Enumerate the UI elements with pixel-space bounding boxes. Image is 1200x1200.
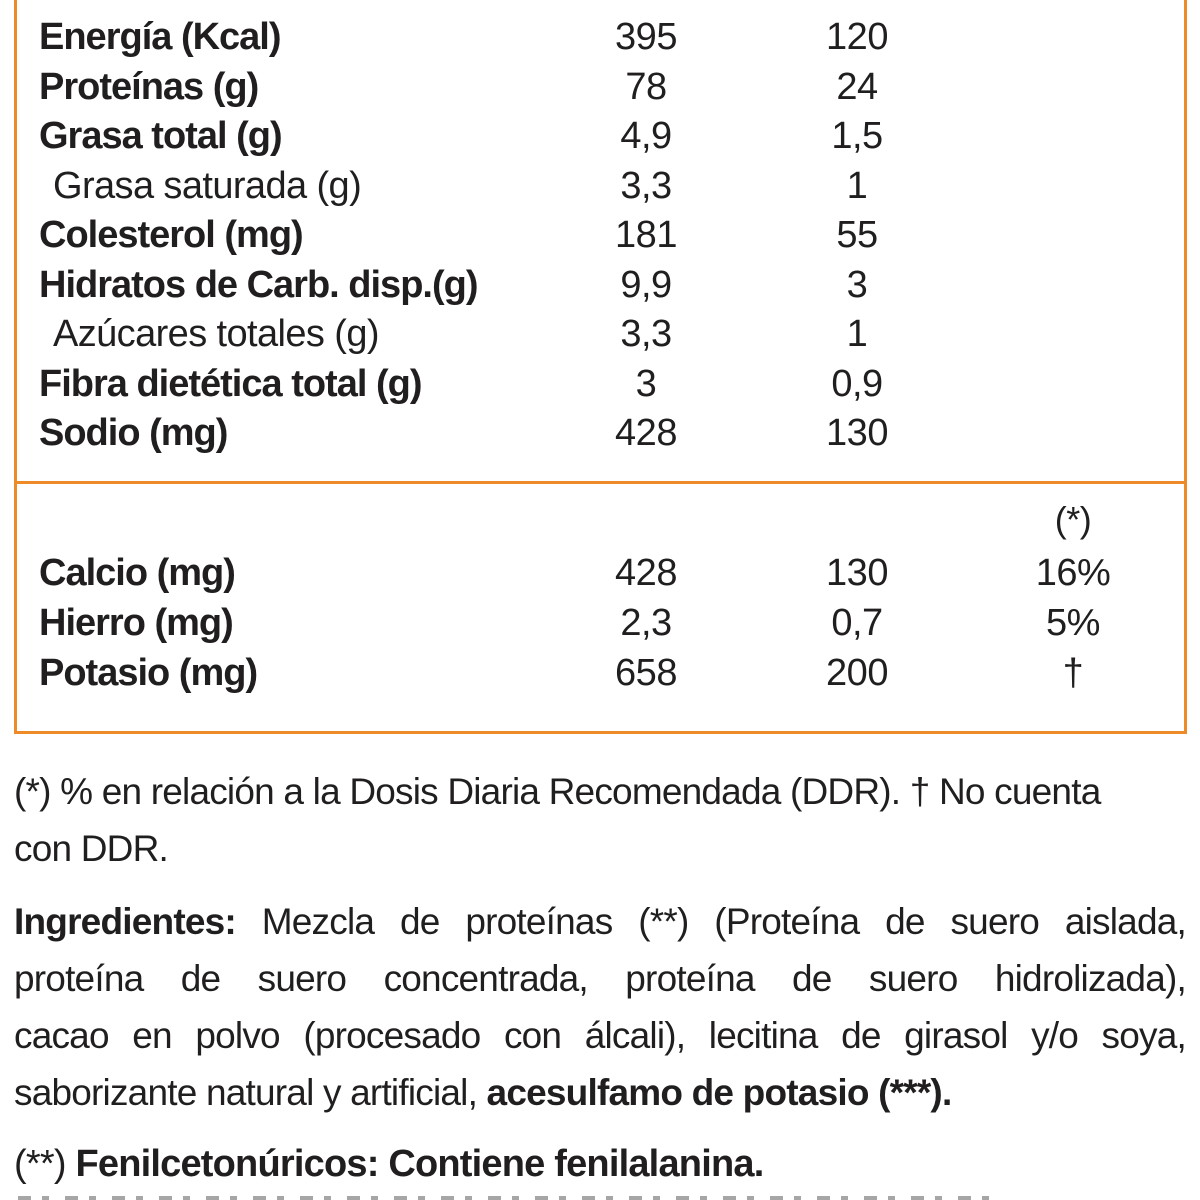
row-value-ddr: 5% (1046, 601, 1100, 644)
row-value-col2: 24 (836, 65, 878, 108)
row-value-col1: 395 (615, 16, 677, 59)
ingredients-line1 (14, 893, 1186, 950)
table-row-sodio (17, 409, 1184, 459)
row-value-col1: 428 (615, 412, 677, 455)
table-row-hierro (17, 598, 1184, 648)
ingredients-line3: cacao en polvo (procesado con álcali), lecitina de girasol y/o soya, (14, 1015, 1186, 1056)
nutrition-table (14, 0, 1187, 734)
minerals-header-row (17, 492, 1184, 548)
row-value-col2: 1 (846, 313, 868, 356)
row-value-col2: 3 (846, 263, 868, 306)
row-value-col1: 9,9 (620, 263, 672, 306)
row-value-col2: 55 (836, 214, 878, 257)
row-value-col1: 78 (625, 65, 667, 108)
nutrition-table-main-section (17, 0, 1184, 484)
ingredients-line4-bold: acesulfamo de potasio (***). (486, 1072, 952, 1113)
row-value-col1: 3,3 (620, 313, 672, 356)
ingredients-line1-rest: Mezcla de proteínas (**) (Proteína de suero aislada, (235, 901, 1186, 942)
row-value-col2: 200 (826, 651, 888, 694)
row-label: Calcio (mg) (39, 551, 235, 594)
table-row-grasa-total (17, 112, 1184, 162)
row-label: Hidratos de Carb. disp.(g) (39, 263, 478, 306)
row-value-col1: 428 (615, 551, 677, 594)
row-value-col1: 3 (635, 362, 657, 405)
row-value-col2: 130 (826, 551, 888, 594)
ingredients-line4-regular: saborizante natural y artificial, (14, 1072, 487, 1113)
row-value-col1: 2,3 (620, 601, 672, 644)
phenylketonurics-prefix: (**) (14, 1143, 76, 1185)
row-value-col1: 4,9 (620, 115, 672, 158)
phenylketonurics-text: Fenilcetonúricos: Contiene fenilalanina. (75, 1143, 764, 1185)
table-row-fibra (17, 360, 1184, 410)
table-row-calcio (17, 548, 1184, 598)
ddr-column-header: (*) (1054, 499, 1092, 540)
phenylketonurics-note (14, 1143, 1188, 1186)
nutrition-table-minerals-section (17, 484, 1184, 731)
row-label: Sodio (mg) (39, 412, 228, 455)
table-row-grasa-saturada (17, 162, 1184, 212)
row-label: Energía (Kcal) (39, 16, 281, 59)
row-label: Colesterol (mg) (39, 214, 303, 257)
table-row-proteinas (17, 63, 1184, 113)
table-row-azucares (17, 310, 1184, 360)
table-row-colesterol (17, 211, 1184, 261)
row-label: Azúcares totales (g) (53, 313, 379, 356)
ddr-footnote (14, 763, 1188, 877)
row-label: Grasa saturada (g) (53, 164, 362, 207)
row-value-col1: 658 (615, 651, 677, 694)
row-label: Potasio (mg) (39, 651, 258, 694)
clipped-text-remnant (18, 1196, 998, 1200)
table-row-hidratos (17, 261, 1184, 311)
ingredients-label: Ingredientes: (14, 901, 236, 942)
row-value-ddr: 16% (1035, 551, 1111, 594)
ddr-footnote-line1: (*) % en relación a la Dosis Diaria Recomendada (DDR). † No cuenta (14, 771, 1101, 812)
ingredients-line4 (14, 1064, 1186, 1121)
row-label: Proteínas (g) (39, 65, 259, 108)
row-label: Fibra dietética total (g) (39, 362, 422, 405)
row-value-ddr: † (1062, 651, 1084, 694)
row-value-col1: 3,3 (620, 164, 672, 207)
row-label: Grasa total (g) (39, 115, 282, 158)
row-value-col2: 0,9 (831, 362, 883, 405)
row-label: Hierro (mg) (39, 601, 233, 644)
ingredients-line2: proteína de suero concentrada, proteína de suero hidrolizada), (14, 958, 1186, 999)
row-value-col2: 130 (826, 412, 888, 455)
row-value-col1: 181 (615, 214, 677, 257)
ingredients-paragraph (14, 893, 1186, 1121)
table-row-potasio (17, 648, 1184, 698)
row-value-col2: 1,5 (831, 115, 883, 158)
row-value-col2: 0,7 (831, 601, 883, 644)
table-row-energia (17, 13, 1184, 63)
ddr-footnote-line2: con DDR. (14, 828, 168, 869)
row-value-col2: 120 (826, 16, 888, 59)
row-value-col2: 1 (846, 164, 868, 207)
